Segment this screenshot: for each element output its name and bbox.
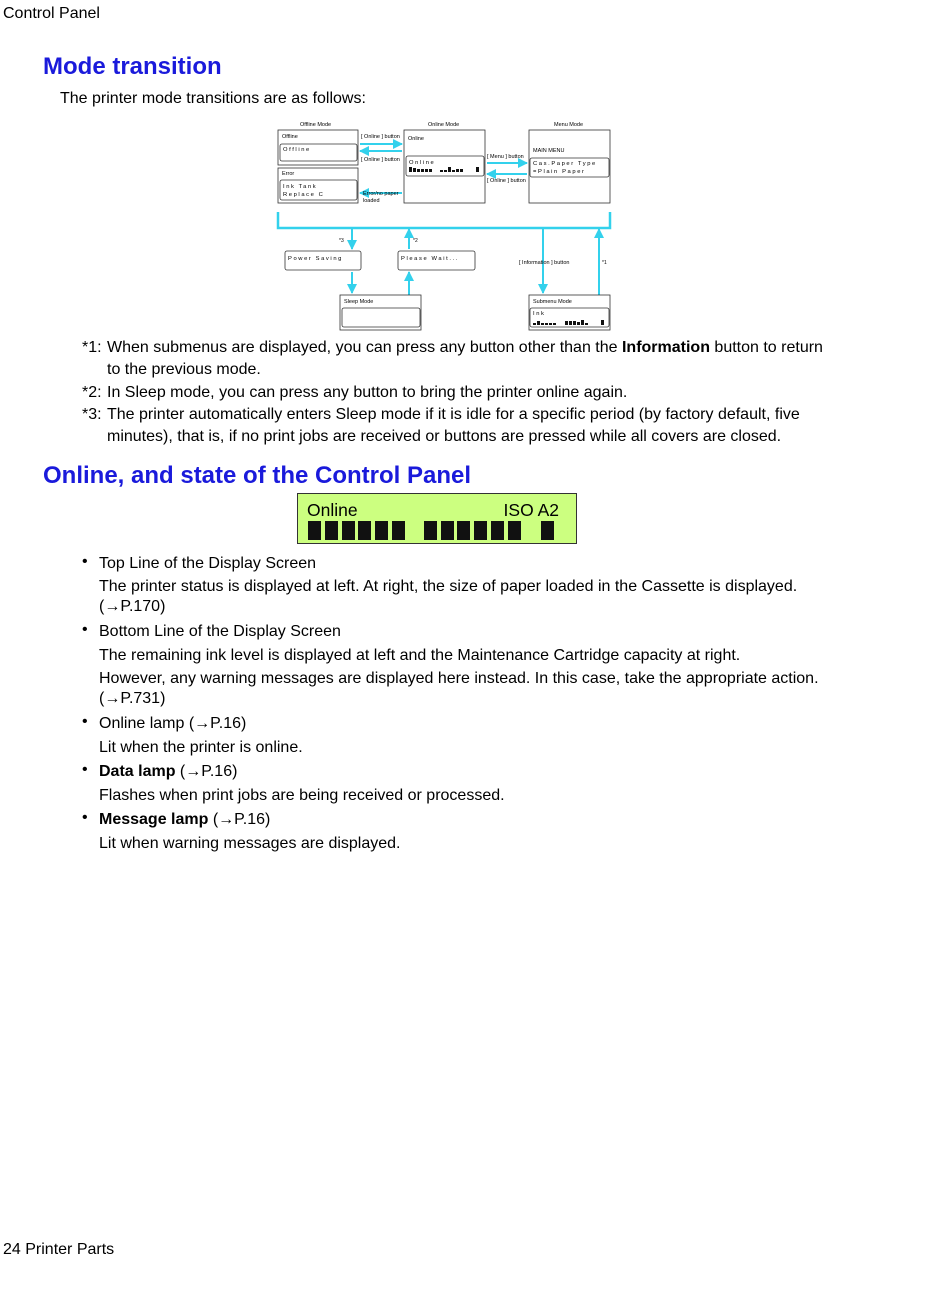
bullet-glyph: • [82, 621, 88, 638]
label-error-paper-1: Error/no paper [363, 191, 399, 197]
lcd-status-text: Online [307, 500, 358, 520]
bullet-title: Online lamp (→P.16) [99, 715, 247, 732]
bullet-data-lamp: • Data lamp (→P.16) Flashes when print jobs are being received or processed. [82, 761, 842, 807]
menu-box-label: MAIN MENU [533, 148, 565, 154]
offline-box-label: Offline [282, 134, 298, 140]
menu-mode-title: Menu Mode [554, 122, 584, 128]
note-mark: *2: [82, 383, 102, 401]
information-term: Information [621, 339, 710, 356]
online-mode-title: Online Mode [428, 122, 460, 128]
running-header: Control Panel [3, 5, 100, 22]
bullet-title: Top Line of the Display Screen [99, 555, 317, 572]
mode-transition-diagram [274, 118, 619, 334]
online-box-label: Online [408, 136, 424, 142]
bullet-glyph: • [82, 761, 88, 778]
page-footer: 24 Printer Parts [3, 1241, 115, 1258]
please-wait-text: Please Wait... [401, 256, 459, 262]
error-lcd-line2: Replace C [283, 192, 325, 198]
please-wait-box [398, 251, 475, 270]
bullet-glyph: • [82, 809, 88, 826]
lcd-ink-segment [358, 521, 371, 540]
note-3: *3: The printer automatically enters Sleep mode if it is idle for a specific period (by factory default, five minutes), that is, if no print jobs are received or buttons are pressed while all covers are closed. [82, 404, 842, 449]
bullet-title: Data lamp (→P.16) [99, 763, 238, 780]
lcd-ink-segment [325, 521, 338, 540]
mark-3: *3 [339, 238, 344, 244]
bullet-list [82, 553, 842, 857]
error-lcd-line1: Ink Tank [283, 184, 318, 190]
label-online-button-1: [ Online ] button [361, 134, 400, 140]
section-title-online-state: Online, and state of the Control Panel [43, 462, 472, 489]
power-saving-box [285, 251, 361, 270]
bullet-message-lamp: • Message lamp (→P.16) Lit when warning messages are displayed. [82, 809, 842, 855]
lcd-ink-segment [308, 521, 321, 540]
offline-lcd-text: Offline [283, 147, 311, 153]
intro-text: The printer mode transitions are as follows: [60, 90, 366, 107]
power-saving-text: Power Saving [288, 256, 343, 262]
error-box [278, 168, 358, 203]
lcd-ink-segment [342, 521, 355, 540]
offline-mode-title: Offline Mode [300, 122, 332, 128]
lcd-ink-segment [474, 521, 487, 540]
submenu-lcd-text: Ink [533, 311, 546, 317]
label-online-button-2: [ Online ] button [361, 157, 400, 163]
lcd-paper-size: ISO A2 [503, 500, 559, 520]
label-information-button: [ Information ] button [519, 260, 570, 266]
note-mark: *3: [82, 405, 102, 423]
footnotes [82, 337, 842, 448]
online-box [404, 130, 485, 203]
menu-box [529, 130, 610, 203]
menu-lcd-line2: =Plain Paper [533, 169, 586, 175]
bullet-glyph: • [82, 553, 88, 570]
mark-1: *1 [602, 260, 607, 266]
bullet-title: Message lamp (→P.16) [99, 811, 271, 828]
lcd-display-panel [297, 493, 577, 544]
mark-2: *2 [413, 238, 418, 244]
online-lcd-text: Online [409, 160, 436, 166]
error-box-label: Error [282, 171, 295, 177]
bullet-bottom-line: • Bottom Line of the Display Screen The remaining ink level is displayed at left and the Maintenance Cartridge capacity at right. However, any warning messages are displayed here instead. In this case, take the appropriate action. (→P.731) [82, 621, 842, 709]
submenu-mode-box [529, 295, 610, 330]
note-1: *1: When submenus are displayed, you can press any button other than the Information button to return to the previous mode. [82, 337, 842, 382]
lcd-ink-segment [441, 521, 454, 540]
sleep-mode-title: Sleep Mode [344, 299, 374, 305]
lcd-ink-segment [375, 521, 388, 540]
note-2: *2: In Sleep mode, you can press any button to bring the printer online again. [82, 382, 842, 404]
submenu-mode-title: Submenu Mode [533, 299, 572, 305]
section-title-mode-transition: Mode transition [43, 53, 222, 80]
lcd-ink-segment [508, 521, 521, 540]
label-online-button-3: [ Online ] button [487, 178, 526, 184]
label-menu-button: [ Menu ] button [487, 154, 524, 160]
note-mark: *1: [82, 339, 102, 356]
lcd-ink-segment [457, 521, 470, 540]
bullet-title: Bottom Line of the Display Screen [99, 623, 341, 640]
label-error-paper-2: loaded [363, 198, 380, 204]
offline-box [278, 130, 358, 165]
bullet-top-line: • Top Line of the Display Screen The printer status is displayed at left. At right, the size of paper loaded in the Cassette is displayed. (→P.170) [82, 553, 842, 617]
menu-lcd-line1: Cas.Paper Type [533, 161, 597, 167]
sleep-mode-box [340, 295, 421, 330]
bullet-online-lamp: • Online lamp (→P.16) Lit when the printer is online. [82, 713, 842, 759]
lcd-ink-segment [491, 521, 504, 540]
lcd-ink-segment [392, 521, 405, 540]
lcd-ink-segment [541, 521, 554, 540]
lcd-ink-segment [424, 521, 437, 540]
bullet-glyph: • [82, 713, 88, 730]
